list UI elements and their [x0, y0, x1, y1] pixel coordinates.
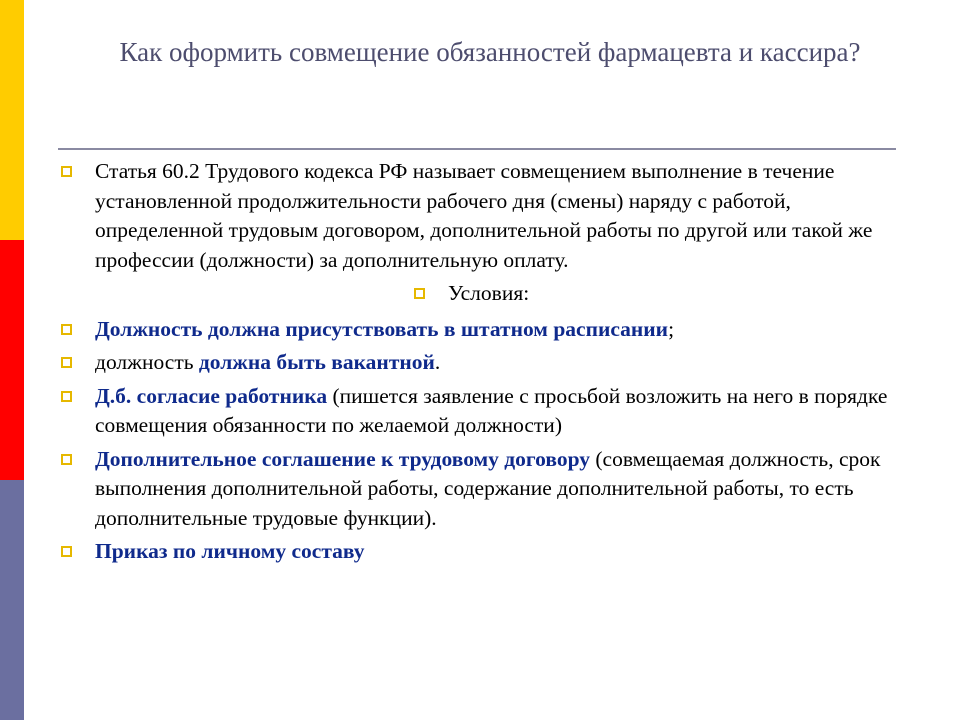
item-tail: (пишется заявление с просьбой возложить на него в порядке совмещения обязанности по желаемой должности) — [95, 383, 888, 437]
slide-content — [58, 157, 908, 571]
item-highlight: Приказ по личному составу — [95, 539, 365, 563]
item-highlight: должна быть вакантной — [198, 350, 435, 374]
item-highlight: Должность должна присутствовать в штатном расписании — [95, 316, 669, 341]
list-item-personnel-order — [58, 537, 908, 567]
item-highlight: Дополнительное соглашение к трудовому договору — [95, 446, 591, 471]
accent-stripe-blue — [0, 480, 24, 720]
item-text: Статья 60.2 Трудового кодекса РФ называет совмещением выполнение в течение установленной продолжительности рабочего дня (смены) наряду с работой, определенной трудовым договором, дополнительной работы по другой или такой же профессии (должности) за дополнительную оплату. — [95, 159, 873, 272]
item-tail: (совмещаемая должность, срок выполнения дополнительной работы, содержание дополнительной работы, то есть дополнительные трудовые функции). — [95, 446, 881, 530]
accent-stripe-yellow — [0, 0, 24, 240]
title-divider — [58, 148, 896, 150]
square-bullet-icon — [61, 357, 72, 368]
list-item-article — [58, 157, 908, 275]
square-bullet-icon — [414, 288, 425, 299]
square-bullet-icon — [61, 166, 72, 177]
square-bullet-icon — [61, 391, 72, 402]
item-text: Условия: — [448, 281, 530, 305]
list-item-staff-schedule — [58, 315, 908, 345]
square-bullet-icon — [61, 546, 72, 557]
list-item-conditions-heading — [58, 279, 908, 309]
item-tail: ; — [668, 316, 675, 341]
accent-stripe-red — [0, 240, 24, 480]
item-tail: . — [434, 350, 441, 374]
item-prefix: должность — [95, 350, 199, 374]
square-bullet-icon — [61, 324, 72, 335]
slide-title: Как оформить совмещение обязанностей фармацевта и кассира? — [119, 37, 861, 67]
list-item-additional-agreement — [58, 445, 908, 534]
square-bullet-icon — [61, 454, 72, 465]
item-highlight: Д.б. согласие работника — [95, 383, 328, 408]
list-item-employee-consent — [58, 382, 908, 441]
list-item-vacant — [58, 348, 908, 378]
